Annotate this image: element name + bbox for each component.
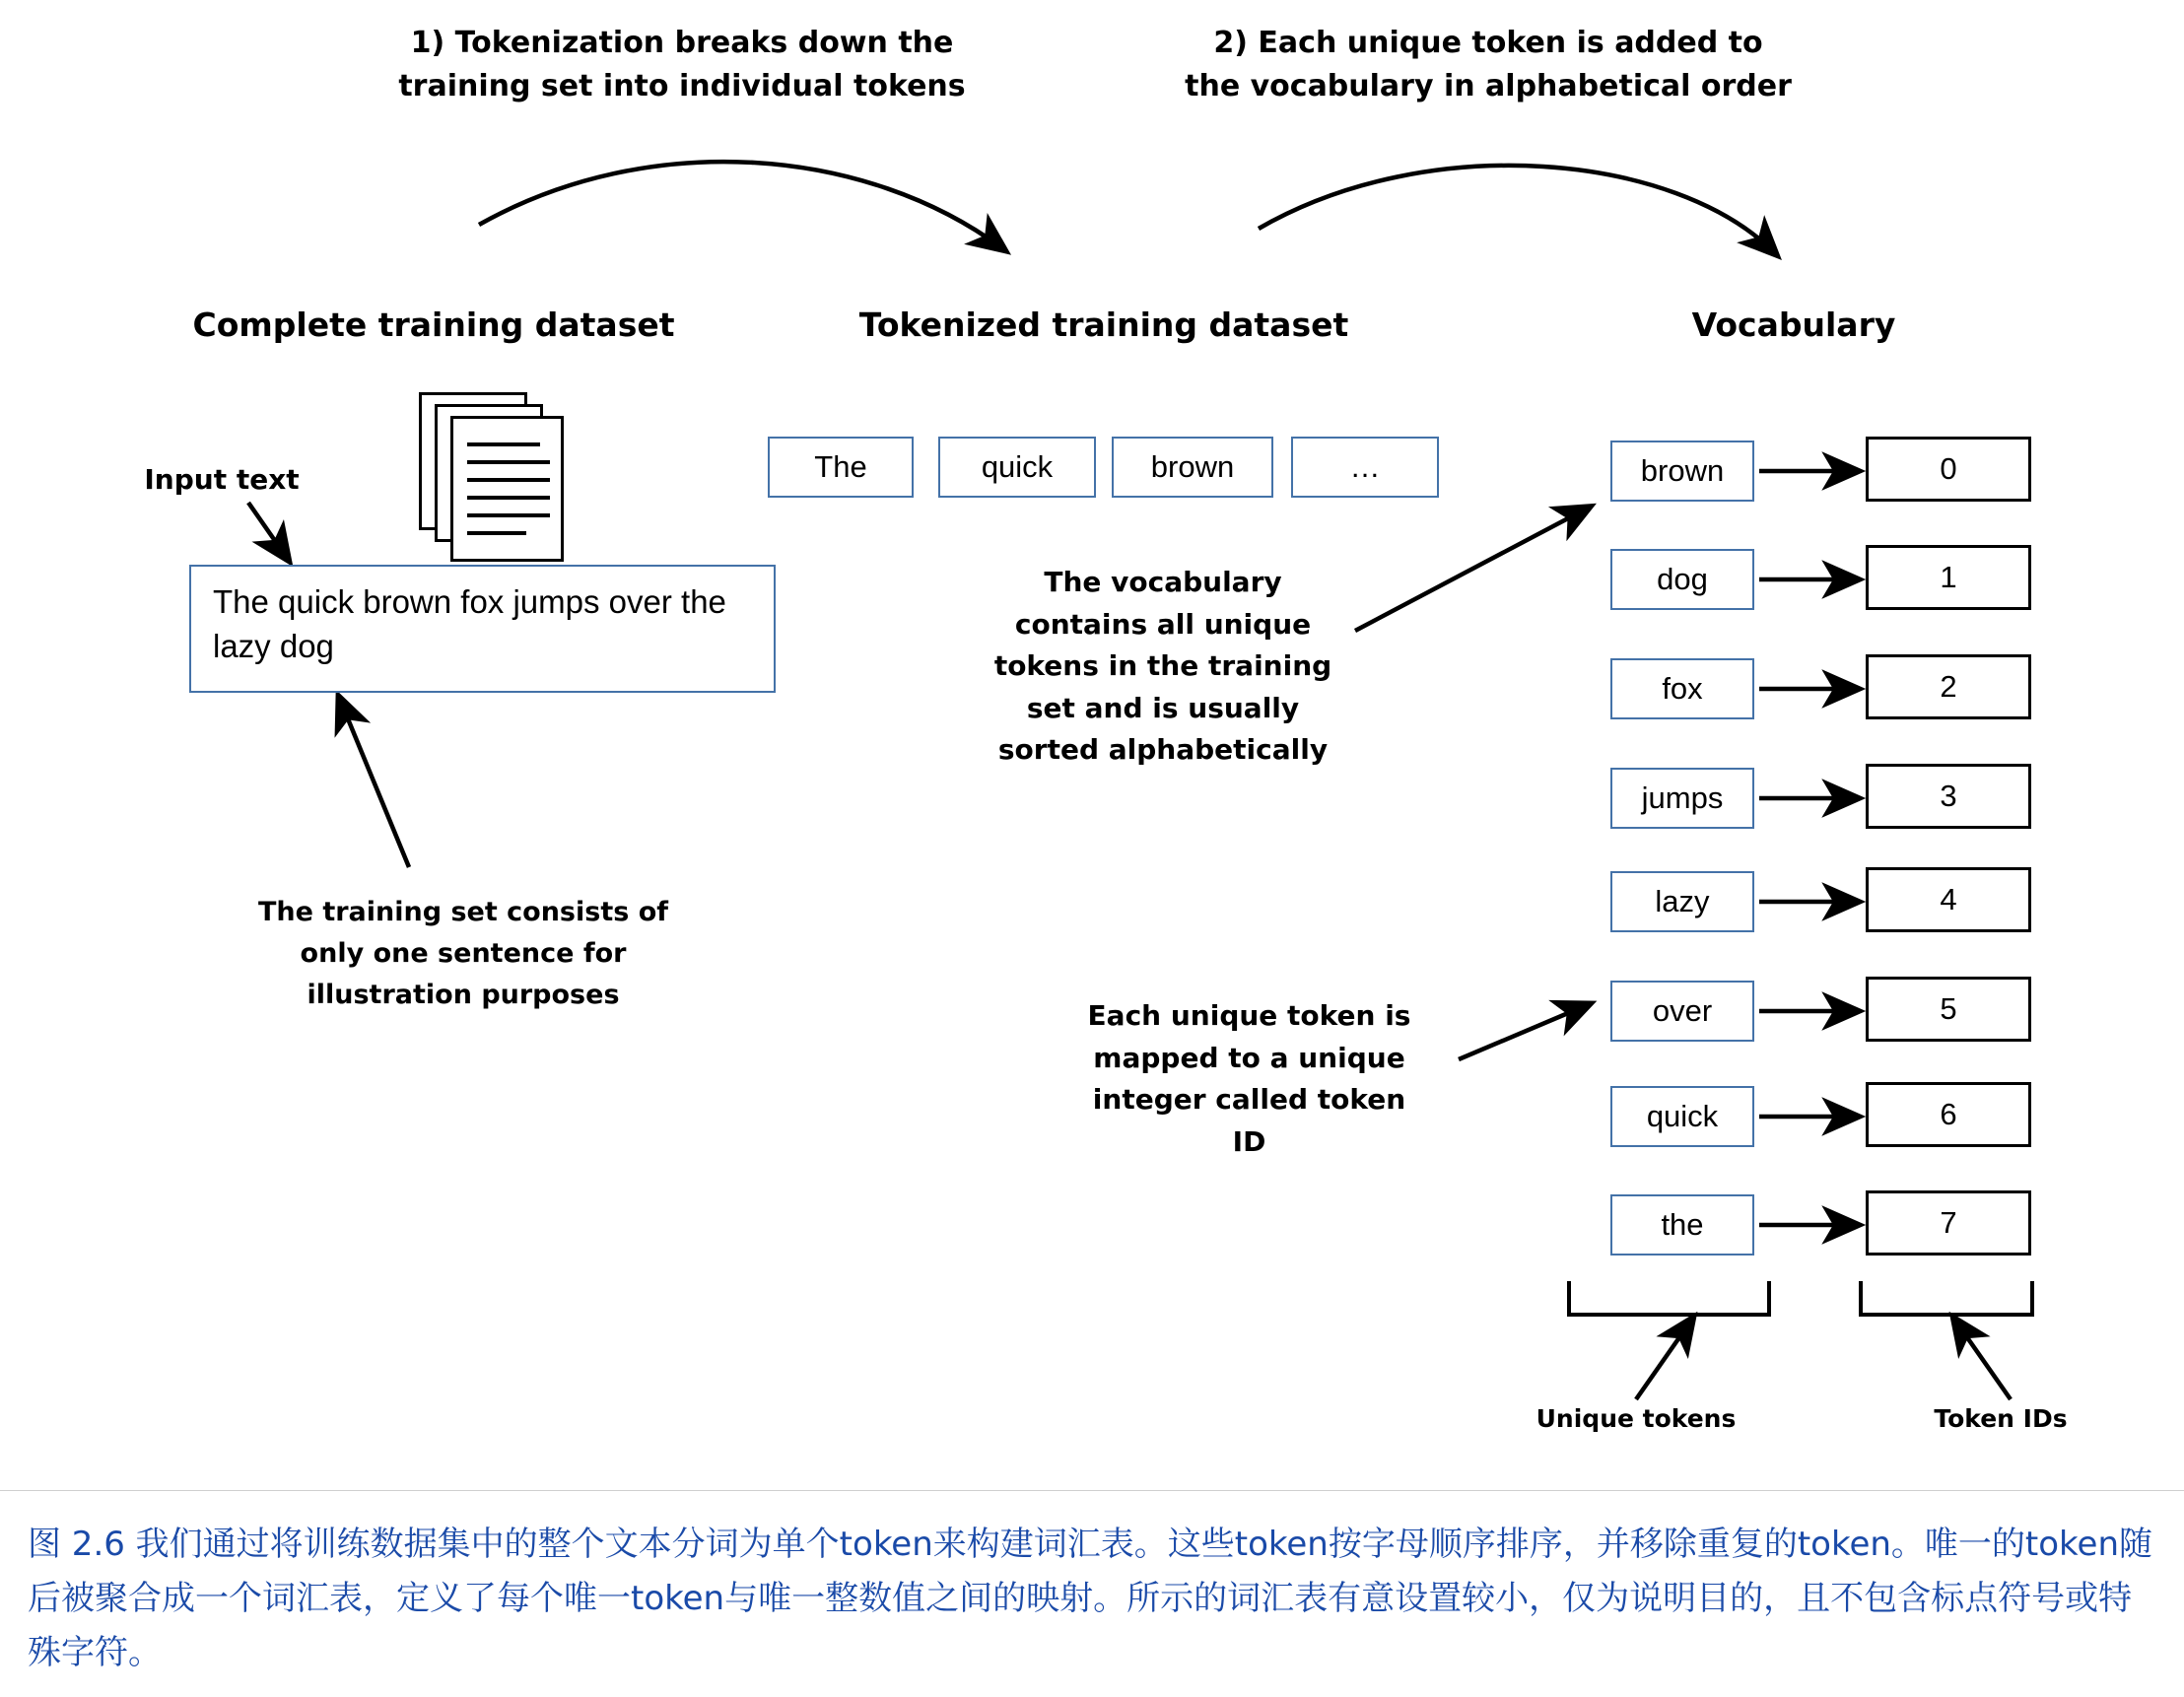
token-id-label: 0 [1940,451,1957,486]
vocab-token-3 [1610,768,1754,829]
token-id-label: 3 [1940,779,1957,813]
vocabulary-title: Vocabulary [1691,305,1896,344]
arrow-input-text [248,503,287,558]
token-id-1 [1866,545,2031,610]
step-2-label: 2) Each unique token is added to the vocabulary in alphabetical order [1185,26,1792,103]
vocab-token-1 [1610,549,1754,610]
caption-divider [0,1490,2184,1491]
token-id-label: 1 [1940,560,1957,594]
arrow-step-2 [1259,166,1774,252]
token-id-4 [1866,867,2031,932]
token-id-2 [1866,654,2031,719]
vocab-token-label: fox [1662,671,1703,706]
complete-training-dataset-title: Complete training dataset [192,305,675,344]
arrow-token-ids [1955,1321,2011,1399]
vocabulary-note: The vocabulary contains all unique tokens in the training set and is usually sorted alphabetically [993,566,1332,767]
vocab-token-label: lazy [1655,884,1710,918]
vocab-token-label: dog [1657,562,1708,596]
token-label: quick [981,449,1054,484]
brace-unique-tokens [1569,1281,1769,1315]
vocab-token-5 [1610,981,1754,1042]
token-box-2 [1112,437,1273,498]
token-ids-label: Token IDs [1934,1404,2068,1433]
training-set-note: The training set consists of only one sentence for illustration purposes [257,897,668,1010]
token-label: The [814,449,867,484]
token-id-label: 6 [1940,1097,1957,1131]
arrow-vocab-note [1355,509,1587,631]
token-id-0 [1866,437,2031,502]
vocab-token-0 [1610,441,1754,502]
token-id-3 [1866,764,2031,829]
vocab-token-label: jumps [1641,781,1724,815]
token-box-3 [1291,437,1439,498]
document-icon [419,392,577,565]
input-text-box [189,565,776,693]
token-id-note: Each unique token is mapped to a unique integer called token ID [1087,999,1411,1158]
brace-token-ids [1861,1281,2032,1315]
tokenized-training-dataset-title: Tokenized training dataset [858,305,1349,344]
input-text-value: The quick brown fox jumps over the lazy dog [213,583,726,664]
token-id-label: 4 [1940,882,1957,916]
input-text-label: Input text [144,463,300,496]
arrow-unique-tokens [1636,1321,1691,1399]
arrow-tokenid-note [1459,1005,1587,1059]
token-id-7 [1866,1190,2031,1256]
vocab-token-7 [1610,1194,1754,1256]
vocab-token-4 [1610,871,1754,932]
vocab-token-label: the [1661,1207,1704,1242]
vocab-token-2 [1610,658,1754,719]
vocab-token-6 [1610,1086,1754,1147]
unique-tokens-label: Unique tokens [1536,1404,1737,1433]
token-label: brown [1150,449,1235,484]
step-1-label: 1) Tokenization breaks down the training set into individual tokens [398,26,966,103]
token-box-1 [938,437,1096,498]
token-label: … [1349,449,1381,484]
arrow-step-1 [479,162,1002,248]
token-id-6 [1866,1082,2031,1147]
arrow-training-note [340,700,409,867]
token-id-label: 5 [1940,991,1957,1026]
token-id-5 [1866,977,2031,1042]
figure-caption: 图 2.6 我们通过将训练数据集中的整个文本分词为单个token来构建词汇表。这些token按字母顺序排序，并移除重复的token。唯一的token随后被聚合成一个词汇表，定义了每个唯一token与唯一整数值之间的映射。所示的词汇表有意设置较小，仅为说明目的，且不包含标点符号或特殊字符。 [28,1525,2152,1673]
token-id-label: 7 [1940,1205,1957,1240]
vocab-token-label: over [1652,993,1713,1028]
vocab-token-label: quick [1646,1099,1719,1133]
token-box-0 [768,437,914,498]
token-id-label: 2 [1940,669,1957,704]
vocab-token-label: brown [1640,453,1725,488]
